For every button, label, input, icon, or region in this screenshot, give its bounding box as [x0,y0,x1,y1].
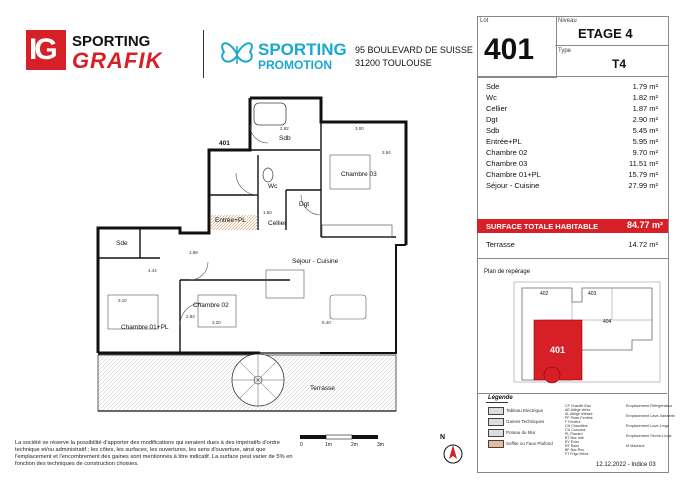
room-sdb: Sdb [279,135,291,142]
dim-sde: 1.88 [189,250,198,255]
room-chambre01: Chambre 01+PL [121,324,169,331]
surface-room-name: Cellier [486,104,508,113]
reperage-label-401: 401 [550,345,566,355]
surface-row [486,137,658,146]
legend-title-underline [486,402,508,403]
lot-header-divider [477,76,668,77]
reperage-title: Plan de repérage [484,269,531,275]
dim-sdb: 2.82 [280,126,289,131]
surface-room-name: Dgt [486,115,498,124]
sporting-grafik-logo-mark [26,30,66,70]
surface-room-area: 1.82 m² [632,93,658,102]
type-value: T4 [612,57,627,71]
legend-equipment-item: M Machine [626,444,645,448]
legend-code: BF Bac Rec [565,448,585,452]
north-label: N [440,434,446,441]
surface-room-area: 9.70 m² [632,148,658,157]
scale-3m: 3m [377,442,384,448]
legend-code: EV Évier [565,440,579,444]
legend-code: BT Bac Inté [565,436,584,440]
surface-row [486,126,658,135]
surface-room-area: 27.99 m² [628,181,658,190]
scale-0: 0 [300,442,303,448]
dim-ch02-w: 3.20 [212,320,221,325]
brand-name-bottom: GRAFIK [72,48,163,73]
dim-ch03-width: 3.00 [355,126,364,131]
dim-cellier: 1.50 [263,210,272,215]
legend-equipment-item: Emplacement Lave-Vaisselle [626,414,675,418]
surface-room-area: 5.45 m² [632,126,658,135]
terrace-value: 14.72 m² [628,240,658,249]
legend-code: AE Allège vitrée [565,408,591,412]
niveau-label: Niveau [558,18,577,24]
legend-item: Soffite ou Faux Plafond [506,441,553,446]
surface-row [486,159,658,168]
header-divider [203,30,204,78]
plan-date: 12.12.2022 - Indice 03 [596,462,656,468]
lot-label: Lot [480,18,489,24]
legend-code: AL Allège linéaire [565,412,593,416]
scale-bar [300,433,400,441]
total-surface-value: 84.77 m² [627,220,664,230]
entry-door-label: 401 [219,140,230,147]
terrace-label: Terrasse [486,240,515,249]
reperage-divider [477,258,668,259]
surface-row [486,82,658,91]
room-sejour: Séjour - Cuisine [292,258,339,265]
surface-room-name: Séjour - Cuisine [486,181,540,190]
surface-row [486,170,658,179]
legend-code: CU Cumulus [565,428,586,432]
surface-room-area: 2.90 m² [632,115,658,124]
north-arrow-icon [442,443,464,465]
total-surface-label: SURFACE TOTALE HABITABLE [486,222,599,231]
reperage-label-402: 402 [540,291,549,297]
address-line-1: 95 BOULEVARD DE SUISSE [355,45,473,55]
disclaimer-text: La société se réserve la possibilité d'apporter des modifications qui seraient dues à des impératifs d'ordre technique et/ou administratif ; les côtes, les surfaces, les ouvertures, les sens d'ouverture, ainsi que l'emplacement et l'encombrement des gaines sont mentionnés à titre indicatif. La surface peut varier de 5% en fonction des techniques de construction choisies. [15,440,293,467]
room-entree: Entrée+PL [215,217,246,224]
address-block [355,44,473,70]
dim-ch01: 3.10 [118,298,127,303]
niveau-value: ETAGE 4 [578,26,633,41]
brand-name-top: SPORTING [72,33,151,50]
legend-title: Légende [488,395,513,401]
room-dgt: Dgt [299,201,310,208]
promotion-name-top: SPORTING [258,40,347,59]
surface-row [486,104,658,113]
reperage-label-404: 404 [603,319,612,325]
legend-code: F Fenêtre [565,420,581,424]
type-label: Type [558,48,572,54]
surface-room-area: 15.79 m² [628,170,658,179]
surface-room-name: Chambre 02 [486,148,528,157]
surface-room-area: 11.51 m² [628,159,658,168]
logo-ig-glyph: IG [29,33,55,66]
reperage-label-403: 403 [588,291,597,297]
room-cellier: Cellier [268,220,287,227]
legend-item: Gaines Techniques [506,419,545,424]
legend-item: Poteau du Mur [506,430,536,435]
legend-code: CF Chauffe-Eau [565,404,591,408]
dim-sejour-1: 4.44 [148,268,157,273]
legend-swatch [488,418,504,426]
surface-room-name: Sde [486,82,500,91]
legend-swatch [488,440,504,448]
scale-1m: 1m [325,442,332,448]
butterfly-logo-icon [218,36,256,72]
dim-ch03-height: 3.84 [382,150,391,155]
room-chambre02: Chambre 02 [193,302,229,309]
surface-room-name: Sdb [486,126,500,135]
legend-code: PF Porte-Fenêtre [565,416,593,420]
surface-room-name: Chambre 03 [486,159,528,168]
legend-code: PL Placard [565,432,583,436]
niveau-divider [555,45,668,46]
room-sde: Sde [116,240,128,247]
room-terrasse: Terrasse [310,385,335,392]
surface-room-area: 1.79 m² [632,82,658,91]
floor-plan [90,95,408,417]
surface-room-area: 5.95 m² [632,137,658,146]
total-surface-bar [477,219,668,233]
legend-code: FT Frigo Méca [565,452,589,456]
surface-row [486,93,658,102]
legend-equipment-item: Emplacement Sèche-Linge [626,434,672,438]
dim-sejour-2: 5.40 [322,320,331,325]
reperage-mini-plan [512,280,662,385]
surface-row [486,148,658,157]
legend-code: CH Chaudière [565,424,588,428]
surface-row [486,115,658,124]
surface-row [486,181,658,190]
room-wc: Wc [268,183,278,190]
promotion-name-bottom: PROMOTION [258,58,332,72]
terrace-row [486,240,658,249]
address-line-2: 31200 TOULOUSE [355,58,432,68]
legend-swatch [488,407,504,415]
surface-room-name: Entrée+PL [486,137,522,146]
surface-room-area: 1.87 m² [632,104,658,113]
legend-equipment-item: Emplacement Réfrigérateur [626,404,673,408]
surface-room-name: Wc [486,93,497,102]
legend-code: RF Rack [565,444,579,448]
dim-ch02-h: 2.84 [186,314,195,319]
scale-2m: 2m [351,442,358,448]
legend-equipment-item: Emplacement Lave-Linge [626,424,670,428]
legend-swatch [488,429,504,437]
surface-room-name: Chambre 01+PL [486,170,541,179]
lot-number: 401 [484,33,535,66]
legend-item: Tableau Electrique [506,408,544,413]
room-chambre03: Chambre 03 [341,171,377,178]
